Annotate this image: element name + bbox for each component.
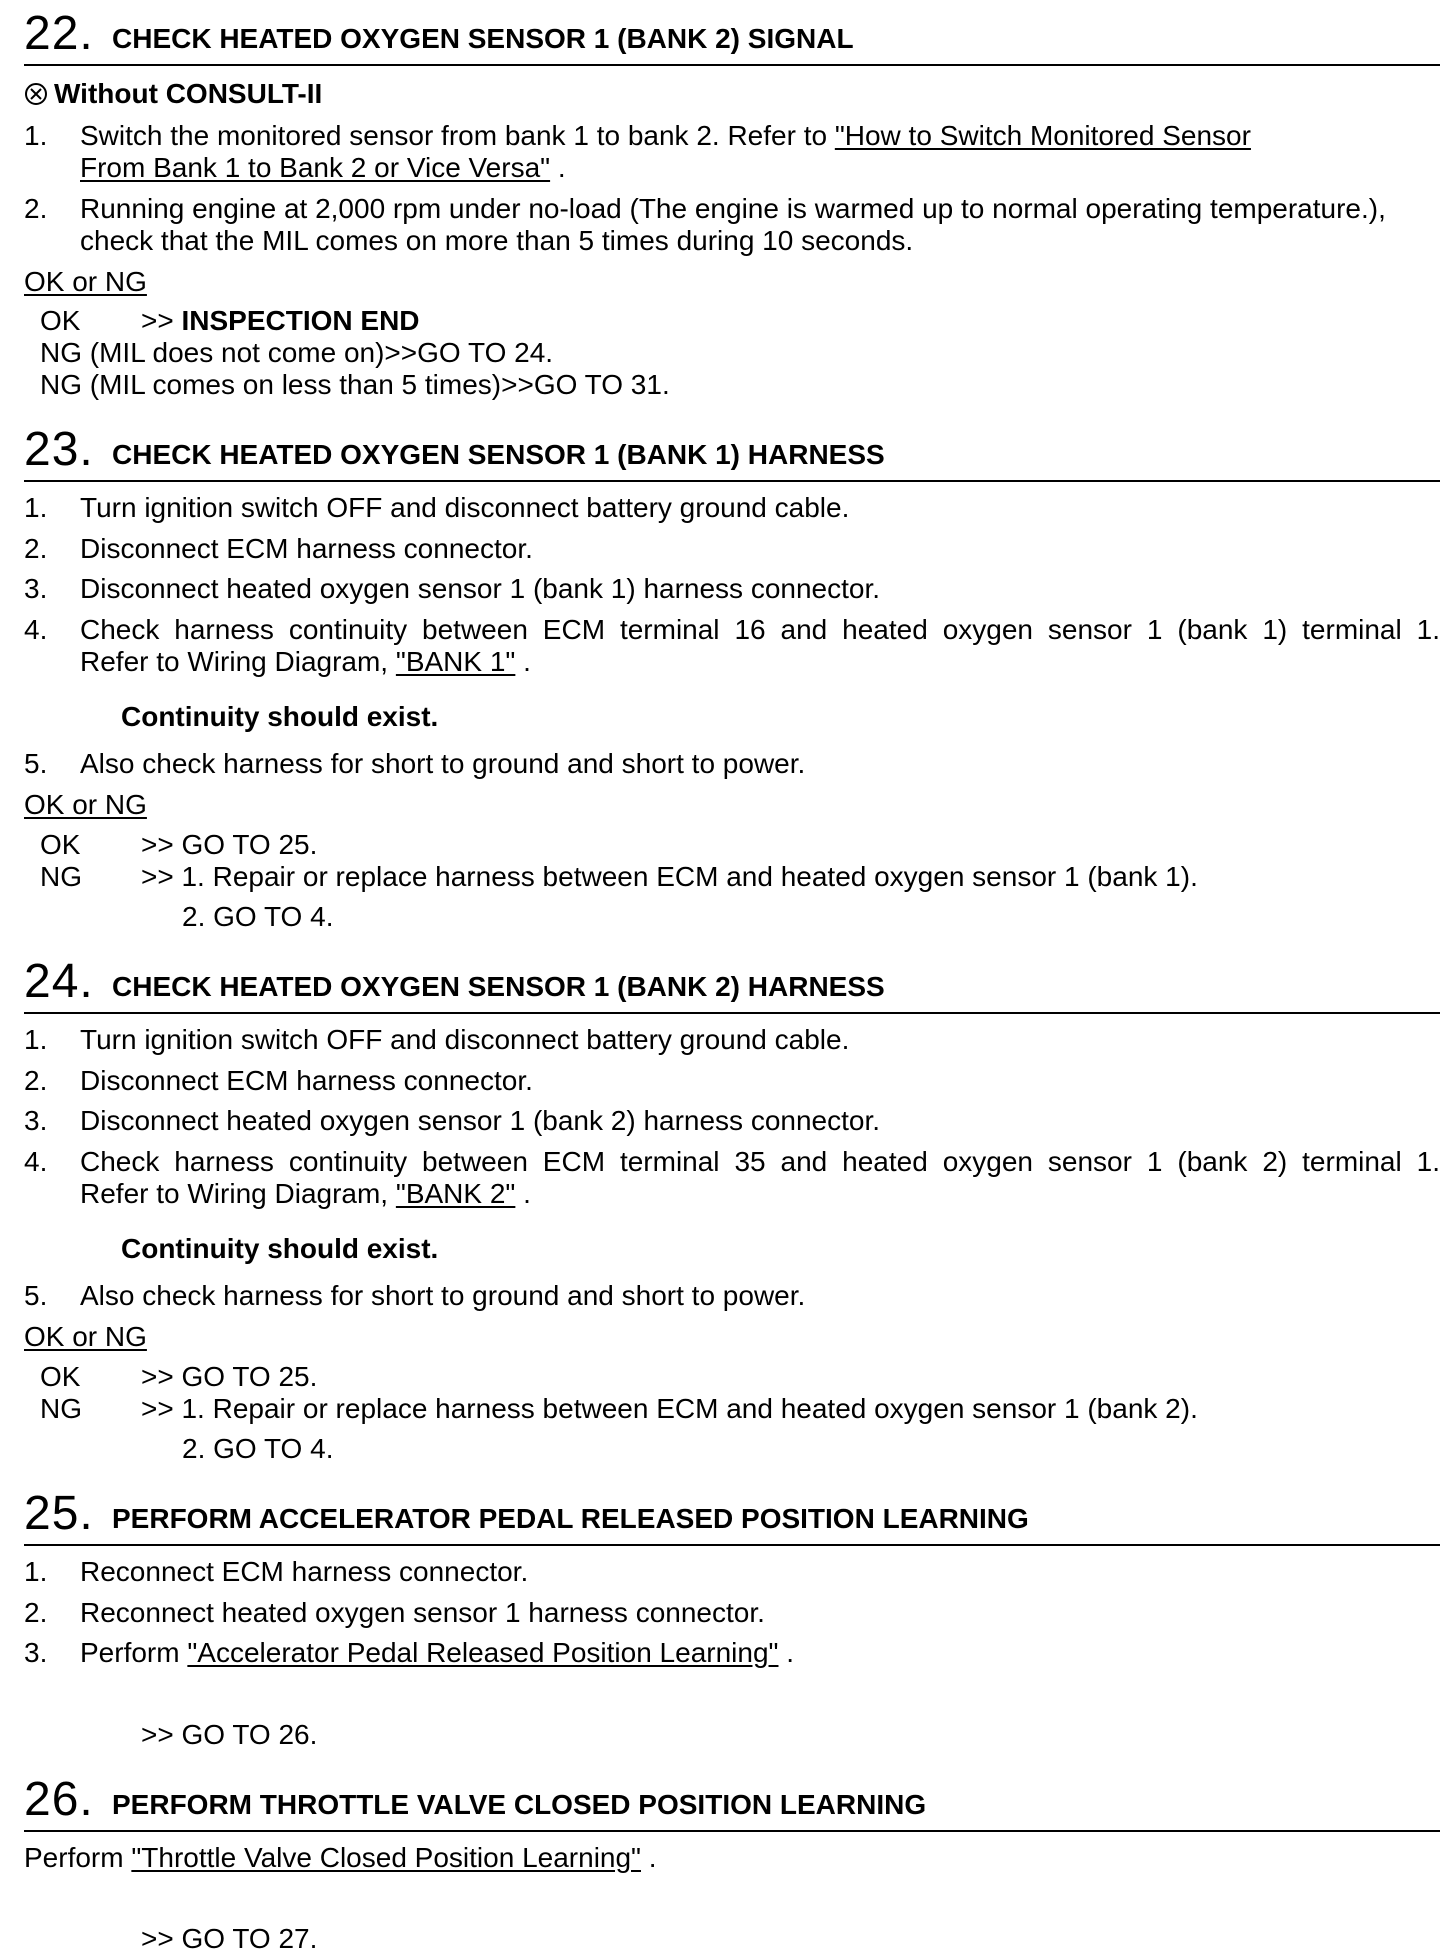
s22-ok-result: >> INSPECTION END: [141, 305, 420, 336]
s24-ng-result: >> 1. Repair or replace harness between ECM and heated oxygen sensor 1 (bank 2).: [141, 1393, 1198, 1424]
s24-ok-or-ng: OK or NG: [24, 1321, 147, 1352]
s23-continuity-note: Continuity should exist.: [121, 701, 439, 732]
s26-text: Perform "Throttle Valve Closed Position Learning" .: [24, 1842, 657, 1873]
s26-goto: >> GO TO 27.: [141, 1923, 318, 1954]
section-25-number: 25.: [24, 1487, 94, 1540]
bank-1-wiring-link[interactable]: "BANK 1": [395, 646, 516, 677]
section-23-number: 23.: [24, 423, 94, 476]
section-25-title: PERFORM ACCELERATOR PEDAL RELEASED POSITION LEARNING: [112, 1503, 1029, 1534]
accelerator-pedal-learning-link[interactable]: "Accelerator Pedal Released Position Learning": [187, 1637, 779, 1668]
service-manual-page: 22. CHECK HEATED OXYGEN SENSOR 1 (BANK 2) SIGNAL Without CONSULT-II 1. Switch the monitored sensor from bank 1 to bank 2. Refer to "How to Switch Monitored Sensor From Bank 1 to Bank 2 or Vice Versa" . 2. Running engine at 2,000 rpm under no-load (The engine is warmed up to normal operating temperature.), check that the MIL comes on more than 5 times during 10 seconds. OK or NG OK >> INSPECTION END NG (MIL does not come on)>>GO TO 24. NG (MIL comes on less than 5 times)>>GO TO 31. 23. CHECK HEATED OXYGEN SENSOR 1 (BANK 1) HARNESS 1. Turn ignition switch OFF and disconnect battery ground cable. 2. Disconnect ECM harness connector. 3. Disconnect heated oxygen sensor 1 (bank 1) harness connector. 4. Check harness continuity between ECM terminal 16 and heated oxygen sensor 1 (bank 1) terminal 1. Refer to Wiring Diagram, "BANK 1" . Continuity should exist. 5. Also check harness for short to ground and short to power. OK or NG OK >> GO TO 25. NG >> 1. Repair or replace harness between ECM and heated oxygen sensor 1 (bank 1). 2. GO TO 4. 24. CHECK HEATED OXYGEN SENSOR 1 (BANK 2) HARNESS 1. Turn ignition switch OFF and disconnect battery ground cable. 2. Disconnect ECM harness connector. 3. Disconnect heated oxygen sensor 1 (bank 2) harness connector. 4. Check harness continuity between ECM terminal 35 and heated oxygen sensor 1 (bank 2) terminal 1. Refer to Wiring Diagram, "BANK 2" . Continuity should exist. 5. Also check harness for short to ground and short to power. OK or NG OK >> GO TO 25. NG >> 1. Repair or replace harness between ECM and heated oxygen sensor 1 (bank 2). 2. GO TO 4. 25. PERFORM ACCELERATOR PEDAL RELEASED POSITION LEARNING 1. Reconnect ECM harness connector. 2. Reconnect heated oxygen sensor 1 harness connector. 3. Perform "Accelerator Pedal Released Position Learning" . >> GO TO 26. 26. PERFORM THROTTLE VALVE CLOSED POSITION LEARNING Perform "Throttle Valve Closed Position Learning" . >> GO TO 27.: [0, 0, 1456, 1954]
s22-ok-or-ng: OK or NG: [24, 266, 147, 297]
section-22-number: 22.: [24, 7, 94, 60]
section-26-title: PERFORM THROTTLE VALVE CLOSED POSITION LEARNING: [112, 1789, 927, 1820]
how-to-switch-link-cont[interactable]: From Bank 1 to Bank 2 or Vice Versa": [80, 152, 551, 183]
bank-2-wiring-link[interactable]: "BANK 2": [395, 1178, 516, 1209]
s23-ok-label: OK: [40, 829, 81, 860]
section-24-header: [24, 948, 1440, 1014]
section-25-header: [24, 1480, 1440, 1546]
s23-ng-label: NG: [40, 861, 82, 892]
throttle-valve-learning-link[interactable]: "Throttle Valve Closed Position Learning": [131, 1842, 641, 1873]
s23-ng-result: >> 1. Repair or replace harness between ECM and heated oxygen sensor 1 (bank 1).: [141, 861, 1198, 892]
s22-ng-1: NG (MIL does not come on)>>GO TO 24.: [40, 337, 554, 368]
s24-ng-result-2: 2. GO TO 4.: [182, 1433, 334, 1464]
section-26-header: [24, 1766, 1440, 1832]
section-24-number: 24.: [24, 955, 94, 1008]
without-consult-label: Without CONSULT-II: [24, 78, 322, 110]
no-consult-icon: [24, 81, 48, 105]
section-23-title: CHECK HEATED OXYGEN SENSOR 1 (BANK 1) HARNESS: [112, 439, 885, 470]
s24-ng-label: NG: [40, 1393, 82, 1424]
section-23-header: [24, 416, 1440, 482]
section-24-title: CHECK HEATED OXYGEN SENSOR 1 (BANK 2) HARNESS: [112, 971, 885, 1002]
s24-ok-label: OK: [40, 1361, 81, 1392]
section-22-title: CHECK HEATED OXYGEN SENSOR 1 (BANK 2) SIGNAL: [112, 23, 854, 54]
s22-ng-2: NG (MIL comes on less than 5 times)>>GO TO 31.: [40, 369, 670, 400]
section-22-header: [24, 0, 1440, 66]
how-to-switch-link[interactable]: "How to Switch Monitored Sensor: [834, 120, 1251, 151]
s23-ng-result-2: 2. GO TO 4.: [182, 901, 334, 932]
section-26-number: 26.: [24, 1773, 94, 1826]
s24-ok-result: >> GO TO 25.: [141, 1361, 318, 1392]
s23-ok-result: >> GO TO 25.: [141, 829, 318, 860]
s22-ok-label: OK: [40, 305, 81, 336]
s25-goto: >> GO TO 26.: [141, 1719, 318, 1750]
s24-continuity-note: Continuity should exist.: [121, 1233, 439, 1264]
s23-ok-or-ng: OK or NG: [24, 789, 147, 820]
